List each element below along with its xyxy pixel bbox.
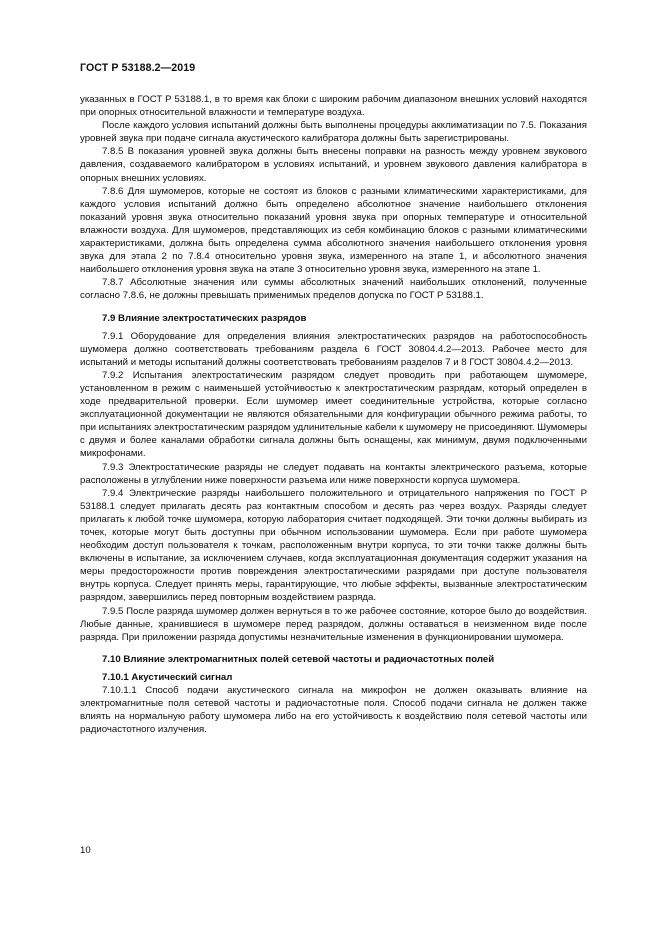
paragraph-7-9-3: 7.9.3 Электростатические разряды не следует подавать на контакты электрического разъема, которые расположены в углублении ниже поверхности разъема или ниже поверхности корпуса шумомера. xyxy=(80,461,587,486)
page-number: 10 xyxy=(80,845,91,856)
paragraph-7-8-6: 7.8.6 Для шумомеров, которые не состоят из блоков с разными климатическими характеристиками, для каждого условия испытаний должно быть определено абсолютное значение наибольшего отклонения показаний уровня звука относительно показаний уровня звука при опорных температуре и относительной влажности воздуха. Для шумомеров, представляющих из себя комбинацию блоков с разными климатическими характеристиками, должна быть определена сумма абсолютного значения наибольшего отклонения уровня звука для этапа 2 по 7.8.4 относительно уровня звука, измеренного на этапе 1, и абсолютного значения наибольшего отклонения уровня звука на этапе 3 относительно уровня звука, измеренного на этапе 1. xyxy=(80,185,587,276)
paragraph-7-8-5: 7.8.5 В показания уровней звука должны быть внесены поправки на разность между уровнем звукового давления, создаваемого калибратором в условиях испытаний, и уровнем звукового давления калибратора в опорных внешних условиях. xyxy=(80,146,587,184)
subsection-heading-7-10-1: 7.10.1 Акустический сигнал xyxy=(102,671,233,683)
document-header: ГОСТ Р 53188.2—2019 xyxy=(80,62,196,74)
paragraph-7-8-7: 7.8.7 Абсолютные значения или суммы абсолютных значений наибольших отклонений, полученные согласно 7.8.6, не должны превышать применимых пределов допуска по ГОСТ Р 53188.1. xyxy=(80,277,587,302)
paragraph-acclimatization: После каждого условия испытаний должны быть выполнены процедуры акклиматизации по 7.5. Показания уровней звука при подаче сигнала акустического калибратора должны быть зарегистрированы. xyxy=(80,120,587,145)
paragraph-7-10-1-1: 7.10.1.1 Способ подачи акустического сигнала на микрофон не должен оказывать влияние на электромагнитные поля сетевой частоты и радиочастотные поля. Способ подачи сигнала не должен также влиять на нормальную работу шумомера либо на его устойчивость к воздействию поля сетевой частоты или радиочастотного излучения. xyxy=(80,685,587,736)
section-heading-7-10: 7.10 Влияние электромагнитных полей сетевой частоты и радиочастотных полей xyxy=(102,653,495,665)
paragraph-7-9-2: 7.9.2 Испытания электростатическим разрядом следует проводить при работающем шумомере, установленном в режим с наименьшей устойчивостью к электростатическим разрядам, который определен в ходе предварительной проверки. Если шумомер имеет соединительные устройства, которые согласно эксплуатационной документации не являются обязательными для конфигурации обычного режима работы, то при испытаниях электростатическим разрядом удлинительные кабели к шумомеру не присоединяют. Шумомеры с двумя и более каналами обработки сигнала должны быть оснащены, как минимум, двумя подключенными микрофонами. xyxy=(80,369,587,460)
section-heading-7-9: 7.9 Влияние электростатических разрядов xyxy=(102,312,307,324)
paragraph-7-9-5: 7.9.5 После разряда шумомер должен вернуться в то же рабочее состояние, которое было до воздействия. Любые данные, хранившиеся в шумомере перед разрядом, должны оставаться в неизменном виде после разряда. При приложении разряда допустимы незначительные изменения в функционировании шумомера. xyxy=(80,605,587,643)
paragraph-7-9-4: 7.9.4 Электрические разряды наибольшего положительного и отрицательного напряжения по ГОСТ Р 53188.1 следует прилагать десять раз контактным способом и десять раз через воздух. Разряды следует прилагать к любой точке шумомера, которую лаборатория считает подходящей. Эти точки должны выбирать из точек, которые могут быть доступны при обычном использовании шумомера. Если при работе шумомера необходим доступ пользователя к точкам, расположенным внутри корпуса, то эти точки также должны быть включены в испытание, за исключением случаев, когда эксплуатационная документация содержит указания на меры предосторожности против повреждения электростатическими разрядами при доступе пользователя внутрь корпуса. Следует принять меры, гарантирующие, что любые эффекты, вызванные электростатическим разрядом, завершились перед повторным воздействием разряда. xyxy=(80,487,587,604)
document-body xyxy=(80,93,587,736)
paragraph-continuation: указанных в ГОСТ Р 53188.1, в то время как блоки с широким рабочим диапазоном внешних условий находятся при опорных относительной влажности и температуре воздуха. xyxy=(80,94,587,119)
paragraph-7-9-1: 7.9.1 Оборудование для определения влияния электростатических разрядов на работоспособность шумомера должно соответствовать требованиям раздела 6 ГОСТ 30804.4.2—2013. Рабочее место для испытаний и методы испытаний должны соответствовать требованиям разделов 7 и 8 ГОСТ 30804.4.2—2013. xyxy=(80,330,587,368)
